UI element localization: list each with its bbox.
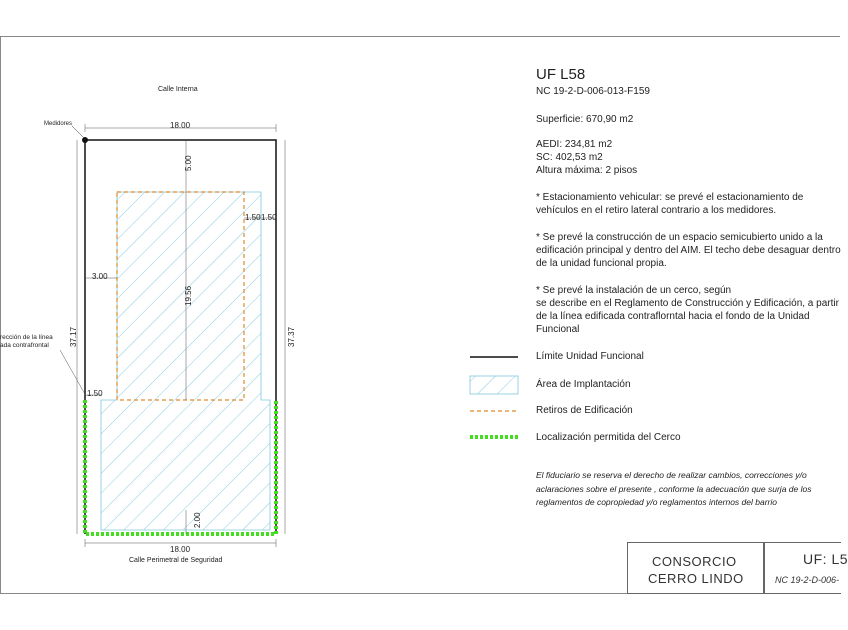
note-fence-3: de la línea edificada contraflorntal hacia el fondo de la Unidad	[536, 311, 810, 322]
disclaimer-line-3: reglamentos de copropiedad y/o reglamentos internos del barrio	[536, 497, 777, 507]
note-fence-1: * Se prevé la instalación de un cerco, según	[536, 285, 732, 296]
dim-front-setback: 5.00	[184, 155, 193, 171]
implantation-area	[101, 192, 270, 530]
street-bottom-label: Calle Perimetral de Seguridad	[129, 557, 223, 564]
disclaimer	[536, 469, 811, 510]
note-fence-4: Funcional	[536, 324, 580, 335]
dim-left-small: 1.50	[87, 389, 103, 398]
lot-altura: Altura máxima: 2 pisos	[536, 165, 638, 176]
disclaimer-line-1: El fiduciario se reserva el derecho de realizar cambios, correcciones y/o	[536, 470, 807, 480]
dim-back: 2.00	[193, 512, 202, 528]
dim-left: 37.17	[69, 326, 78, 347]
legend-implantation-label: Área de Implantación	[536, 379, 631, 390]
lot-sc: SC: 402,53 m2	[536, 152, 603, 163]
lot-nc: NC 19-2-D-006-013-F159	[536, 86, 650, 97]
title-block-company-2: CERRO LINDO	[648, 571, 744, 586]
dim-right-a: 1.50	[245, 213, 261, 222]
note-semicovered-3: de la unidad funcional propia.	[536, 258, 667, 269]
dim-right: 37.37	[287, 326, 296, 347]
note-fence-2: se describe en el Reglamento de Construcción y Edificación, a partir	[536, 298, 839, 309]
legend-boundary-label: Límite Unidad Funcional	[536, 351, 644, 362]
left-note-2: ada contrafrontal	[0, 342, 49, 349]
left-note-1: rección de la línea	[0, 334, 53, 341]
legend-implantation-symbol	[470, 376, 518, 394]
lot-aedi: AEDI: 234,81 m2	[536, 139, 613, 150]
disclaimer-line-2: aclaraciones sobre el presente , conforme la adecuación que surja de los	[536, 483, 812, 494]
dim-bottom: 18.00	[170, 545, 191, 554]
lot-title: UF L58	[536, 66, 586, 83]
note-parking-1: * Estacionamiento vehicular: se prevé el estacionamiento de	[536, 192, 804, 203]
note-semicovered-2: edificación principal y dentro del AIM. El techo debe desaguar dentro	[536, 245, 841, 256]
title-block-uf: UF: L5	[803, 551, 848, 567]
note-parking-2: vehículos en el retiro lateral contrario a los medidores.	[536, 205, 777, 216]
lot-superficie: Superficie: 670,90 m2	[536, 114, 634, 125]
title-block-uf-box	[763, 542, 841, 594]
street-top-label: Calle Interna	[158, 86, 198, 93]
dim-depth: 19.56	[184, 285, 193, 306]
medidores-point	[82, 137, 88, 143]
medidores-label: Medidores	[44, 121, 73, 127]
note-semicovered-1: * Se prevé la construcción de un espacio semicubierto unido a la	[536, 232, 823, 243]
title-block-company-1: CONSORCIO	[652, 554, 737, 569]
legend-fence-label: Localización permitida del Cerco	[536, 432, 681, 443]
title-block-nc: NC 19-2-D-006-	[775, 575, 840, 585]
dim-right-b: 1.50	[261, 213, 277, 222]
dim-top: 18.00	[170, 121, 191, 130]
legend-setback-label: Retiros de Edificación	[536, 405, 633, 416]
dim-side-setback: 3.00	[92, 272, 108, 281]
